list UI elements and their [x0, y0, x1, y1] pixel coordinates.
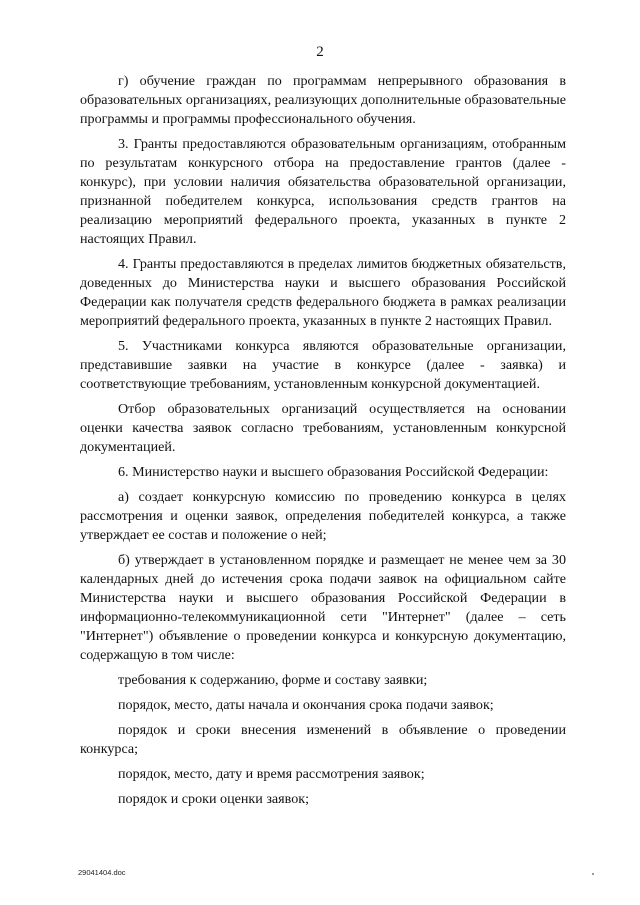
- paragraph-item-g: г) обучение граждан по программам непрерывного образования в образовательных организациях, реализующих дополнительные образовательные программы и программы профессионального обучения.: [80, 73, 566, 127]
- document-body: [80, 72, 566, 815]
- footer-file-code: 29041404.doc: [78, 868, 126, 877]
- paragraph-item-b: б) утверждает в установленном порядке и размещает не менее чем за 30 календарных дней до истечения срока подачи заявок на официальном сайте Министерства науки и высшего образования Российской Федерации в информационно-телекоммуникационной сети "Интернет" (далее – сеть "Интернет") объявление о проведении конкурса и конкурсную документацию, содержащую в том числе:: [80, 552, 566, 663]
- paragraph-clause-4: 4. Гранты предоставляются в пределах лимитов бюджетных обязательств, доведенных до Министерства науки и высшего образования Российской Федерации как получателя средств федерального бюджета в рамках реализации мероприятий федерального проекта, указанных в пункте 2 настоящих Правил.: [80, 256, 566, 329]
- list-item-submission: порядок, место, даты начала и окончания срока подачи заявок;: [118, 697, 494, 713]
- list-item-review: порядок, место, дату и время рассмотрения заявок;: [118, 766, 425, 782]
- paragraph-clause-5: 5. Участниками конкурса являются образовательные организации, представившие заявки на участие в конкурсе (далее - заявка) и соответствующие требованиям, установленным конкурсной документацией.: [80, 338, 566, 392]
- list-item-changes: порядок и сроки внесения изменений в объявление о проведении конкурса;: [80, 722, 566, 757]
- paragraph-item-a: а) создает конкурсную комиссию по проведению конкурса в целях рассмотрения и оценки заявок, определения победителей конкурса, а также утверждает ее состав и положение о ней;: [80, 489, 566, 543]
- list-item-evaluation: порядок и сроки оценки заявок;: [118, 791, 310, 807]
- list-item-requirements: требования к содержанию, форме и составу заявки;: [118, 672, 428, 688]
- scan-speck: [592, 873, 594, 875]
- paragraph-clause-3: 3. Гранты предоставляются образовательным организациям, отобранным по результатам конкурсного отбора на предоставление грантов (далее - конкурс), при условии наличия обязательства образовательной организации, признанной победителем конкурса, использования средств грантов на реализацию мероприятий федерального проекта, указанных в пункте 2 настоящих Правил.: [80, 136, 566, 247]
- page-number: 2: [316, 44, 324, 60]
- paragraph-clause-6: 6. Министерство науки и высшего образования Российской Федерации:: [118, 464, 549, 480]
- paragraph-selection: Отбор образовательных организаций осуществляется на основании оценки качества заявок согласно требованиям, установленным конкурсной документацией.: [80, 401, 566, 455]
